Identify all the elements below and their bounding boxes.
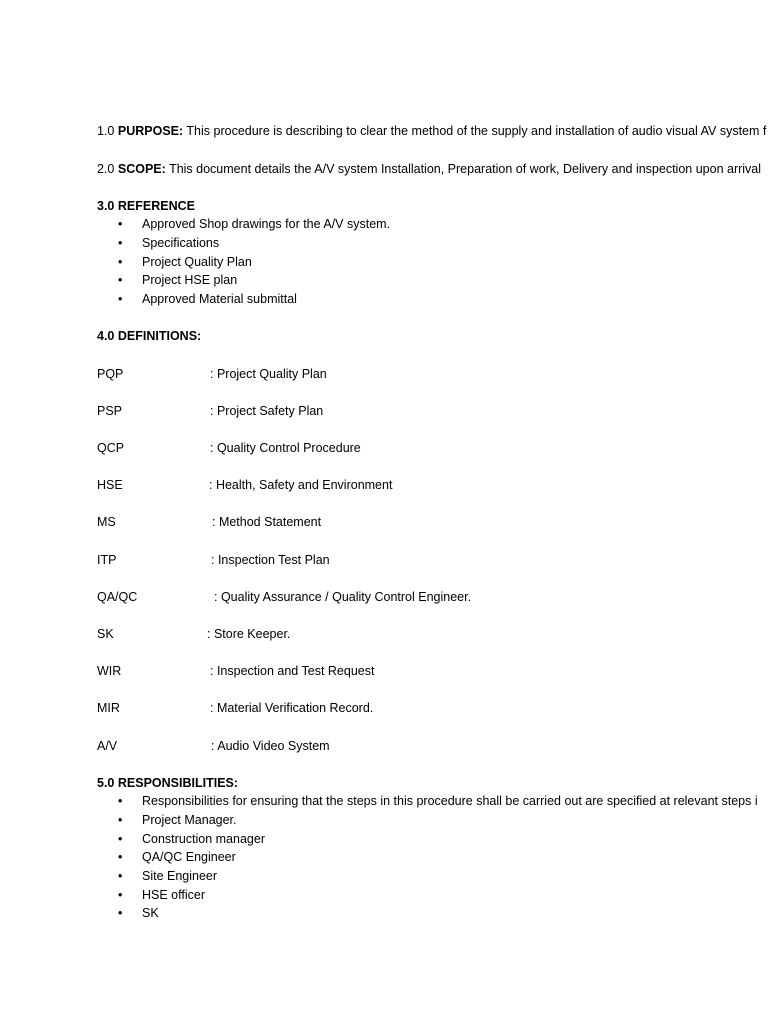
purpose-text: This procedure is describing to clear the method of the supply and installation of audio visual AV system f	[186, 124, 767, 138]
definition-term: WIR	[97, 664, 122, 678]
scope-paragraph	[97, 161, 761, 177]
reference-item: Approved Shop drawings for the A/V system.	[142, 217, 391, 231]
responsibility-item: Responsibilities for ensuring that the steps in this procedure shall be carried out are specified at relevant steps i	[142, 794, 758, 808]
responsibility-item: HSE officer	[142, 888, 205, 902]
bullet-icon: •	[118, 273, 123, 287]
definitions-heading: 4.0 DEFINITIONS:	[97, 329, 202, 343]
definition-term: PSP	[97, 404, 123, 418]
definition-term: MIR	[97, 701, 120, 715]
definition-meaning: : Inspection Test Plan	[211, 553, 330, 567]
responsibility-item: Site Engineer	[142, 869, 218, 883]
bullet-icon: •	[118, 869, 123, 883]
purpose-number: 1.0	[97, 124, 115, 138]
purpose-paragraph	[97, 123, 766, 139]
purpose-heading: PURPOSE:	[117, 124, 184, 138]
definition-meaning: : Project Safety Plan	[210, 404, 324, 418]
definition-meaning: : Health, Safety and Environment	[209, 478, 393, 492]
bullet-icon: •	[118, 813, 123, 827]
reference-heading: 3.0 REFERENCE	[97, 199, 195, 213]
responsibility-item: QA/QC Engineer	[142, 850, 236, 864]
definition-term: HSE	[97, 478, 123, 492]
bullet-icon: •	[118, 794, 123, 808]
definition-meaning: : Quality Control Procedure	[210, 441, 361, 455]
definition-meaning: : Store Keeper.	[207, 627, 291, 641]
reference-item: Project HSE plan	[142, 273, 238, 287]
definition-term: PQP	[97, 367, 124, 381]
definition-term: QA/QC	[97, 590, 138, 604]
reference-item: Project Quality Plan	[142, 255, 252, 269]
bullet-icon: •	[118, 888, 123, 902]
scope-heading: SCOPE:	[117, 162, 166, 176]
definition-term: ITP	[97, 553, 117, 567]
bullet-icon: •	[118, 236, 123, 250]
bullet-icon: •	[118, 906, 123, 920]
responsibilities-heading: 5.0 RESPONSIBILITIES:	[97, 776, 239, 790]
bullet-icon: •	[118, 832, 123, 846]
bullet-icon: •	[118, 292, 123, 306]
definition-meaning: : Material Verification Record.	[210, 701, 374, 715]
definition-meaning: : Project Quality Plan	[210, 367, 327, 381]
scope-number: 2.0	[97, 162, 115, 176]
reference-item: Approved Material submittal	[142, 292, 297, 306]
definition-term: A/V	[97, 739, 118, 753]
definition-meaning: : Method Statement	[212, 515, 322, 529]
bullet-icon: •	[118, 217, 123, 231]
responsibility-item: Construction manager	[142, 832, 265, 846]
bullet-icon: •	[118, 255, 123, 269]
definition-term: MS	[97, 515, 116, 529]
scope-text: This document details the A/V system Installation, Preparation of work, Delivery and inspection upon arrival	[169, 162, 762, 176]
reference-item: Specifications	[142, 236, 220, 250]
bullet-icon: •	[118, 850, 123, 864]
responsibility-item: SK	[142, 906, 159, 920]
definition-term: QCP	[97, 441, 125, 455]
definition-term: SK	[97, 627, 114, 641]
definition-meaning: : Audio Video System	[211, 739, 330, 753]
definition-meaning: : Quality Assurance / Quality Control Engineer.	[214, 590, 472, 604]
responsibility-item: Project Manager.	[142, 813, 237, 827]
definition-meaning: : Inspection and Test Request	[210, 664, 375, 678]
